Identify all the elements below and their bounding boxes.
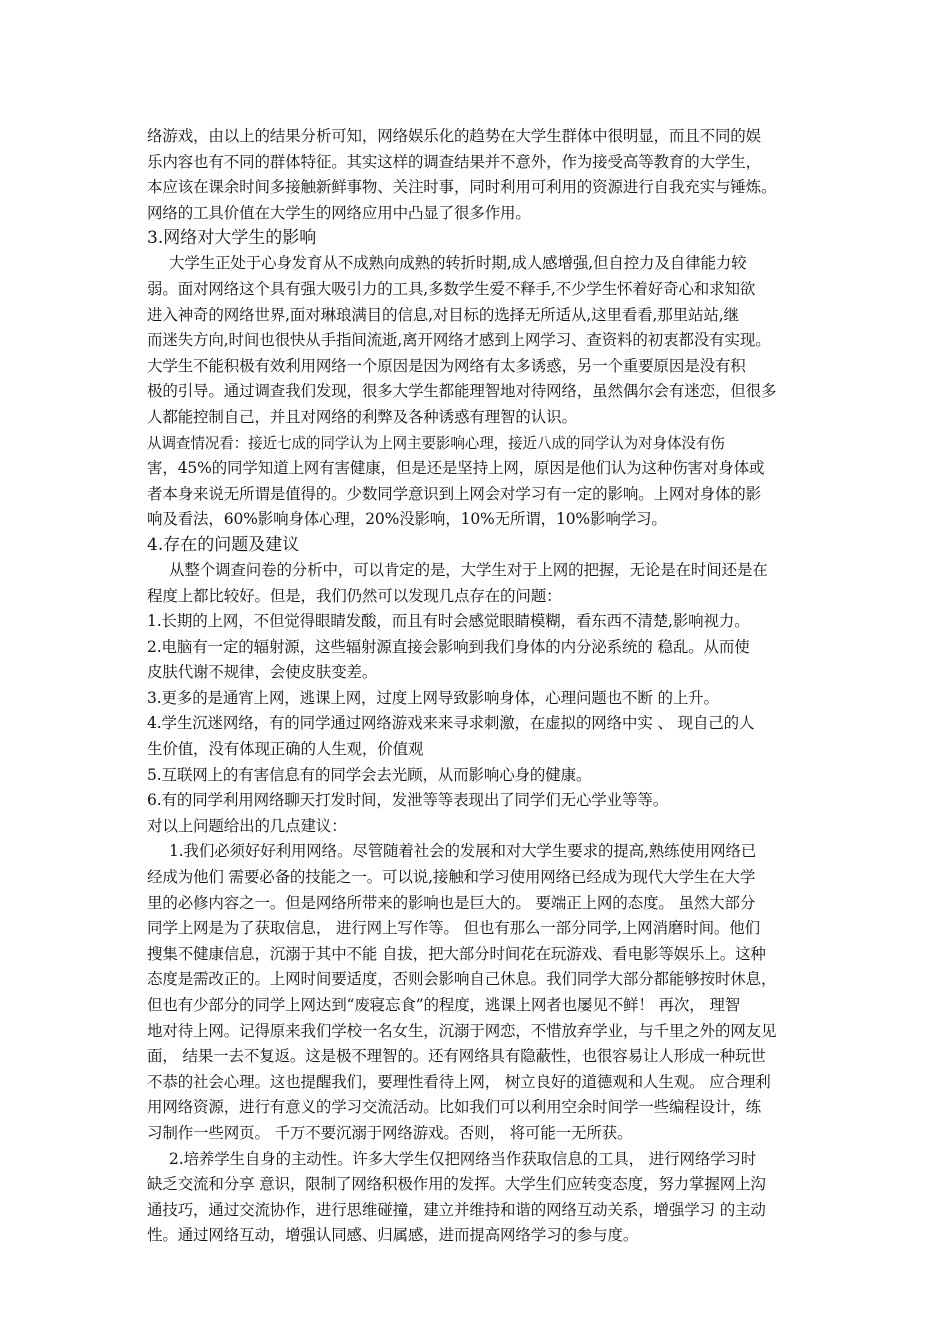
text-line: 弱。面对网络这个具有强大吸引力的工具,多数学生爱不释手,不少学生怀着好奇心和求知欲 — [147, 279, 756, 298]
text-line: 2.培养学生自身的主动性。许多大学生仅把网络当作获取信息的工具， 进行网络学习时 — [169, 1149, 757, 1168]
text-line: 同学上网是为了获取信息， 进行网上写作等。 但也有那么一部分同学,上网消磨时间。他们 — [147, 919, 760, 938]
paragraph — [147, 558, 827, 609]
paragraph — [147, 431, 827, 533]
paragraph — [147, 839, 827, 1146]
text-line: 从整个调查问卷的分析中，可以肯定的是，大学生对于上网的把握，无论是在时间还是在 — [169, 560, 768, 579]
text-line: 乐内容也有不同的群体特征。其实这样的调查结果并不意外，作为接受高等教育的大学生， — [147, 152, 762, 171]
paragraph — [147, 1147, 827, 1249]
text-line: 3.更多的是通宵上网，逃课上网，过度上网导致影响身体，心理问题也不断 的上升。 — [147, 688, 719, 707]
text-line: 大学生正处于心身发育从不成熟向成熟的转折时期,成人感增强,但自控力及自律能力较 — [169, 254, 747, 273]
text-line: 通技巧，通过交流协作，进行思维碰撞，建立并维持和谐的网络互动关系，增强学习 的主动 — [147, 1200, 766, 1219]
text-line: 网络的工具价值在大学生的网络应用中凸显了很多作用。 — [147, 203, 531, 222]
text-line: 习制作一些网页。 千万不要沉溺于网络游戏。否则， 将可能一无所获。 — [147, 1123, 633, 1142]
text-line: 2.电脑有一定的辐射源，这些辐射源直接会影响到我们身体的内分泌系统的 稳乱。从而使 — [147, 637, 750, 656]
text-line: 而迷失方向,时间也很快从手指间流逝,离开网络才感到上网学习、查资料的初衷都没有实现。 — [147, 331, 771, 350]
text-line: 皮肤代谢不规律，会使皮肤变差。 — [147, 663, 378, 682]
text-line: 从调查情况看：接近七成的同学认为上网主要影响心理，接近八成的同学认为对身体没有伤 — [147, 434, 725, 452]
text-line: 进入神奇的网络世界,面对琳琅满目的信息,对目标的选择无所适从,这里看看,那里站站,继 — [147, 305, 739, 324]
text-line: 程度上都比较好。但是，我们仍然可以发现几点存在的问题： — [147, 586, 562, 605]
text-line: 地对待上网。记得原来我们学校一名女生，沉溺于网恋，不惜放弃学业，与千里之外的网友见 — [147, 1021, 777, 1040]
document-body — [147, 124, 827, 1249]
text-line: 1.我们必须好好利用网络。尽管随着社会的发展和对大学生要求的提高,熟练使用网络已 — [169, 842, 757, 861]
text-line: 里的必修内容之一。但是网络所带来的影响也是巨大的。 要端正上网的态度。 虽然大部分 — [147, 893, 756, 912]
text-line: 害，45%的同学知道上网有害健康，但是还是坚持上网，原因是他们认为这种伤害对身体或 — [147, 459, 765, 478]
text-line: 6.有的同学利用网络聊天打发时间，发泄等等表现出了同学们无心学业等等。 — [147, 791, 669, 810]
text-line: 1.长期的上网，不但觉得眼睛发酸，而且有时会感觉眼睛模糊，看东西不清楚,影响视力。 — [147, 612, 750, 631]
text-line: 面， 结果一去不复返。这是极不理智的。还有网络具有隐蔽性，也很容易让人形成一种玩世 — [147, 1047, 766, 1066]
text-line: 态度是需改正的。上网时间要适度，否则会影响自己休息。我们同学大部分都能够按时休息， — [147, 970, 777, 989]
text-line: 对以上问题给出的几点建议： — [147, 816, 347, 835]
text-line: 人都能控制自己，并且对网络的利弊及各种诱惑有理智的认识。 — [147, 407, 577, 426]
text-line: 络游戏，由以上的结果分析可知，网络娱乐化的趋势在大学生群体中很明显，而且不同的娱 — [147, 127, 762, 145]
section-heading: 3.网络对大学生的影响 — [147, 228, 317, 249]
paragraph — [147, 251, 827, 430]
text-line: 缺乏交流和分享 意识，限制了网络积极作用的发挥。大学生们应转变态度，努力掌握网上沟 — [147, 1175, 766, 1194]
text-line: 本应该在课余时间多接触新鲜事物、关注时事，同时利用可利用的资源进行自我充实与锤炼。 — [147, 178, 777, 197]
text-line: 搜集不健康信息，沉溺于其中不能 自拔，把大部分时间花在玩游戏、看电影等娱乐上。这种 — [147, 944, 766, 963]
text-line: 响及看法，60%影响身体心理，20%没影响，10%无所谓，10%影响学习。 — [147, 510, 667, 529]
text-line: 4.学生沉迷网络，有的同学通过网络游戏来来寻求刺激，在虚拟的网络中实 、 现自己的人 — [147, 714, 755, 733]
text-line: 大学生不能积极有效利用网络一个原因是因为网络有太多诱惑，另一个重要原因是没有积 — [147, 356, 746, 375]
section-heading: 4.存在的问题及建议 — [147, 534, 300, 555]
text-line: 不恭的社会心理。这也提醒我们，要理性看待上网， 树立良好的道德观和人生观。 应合理利 — [147, 1072, 771, 1091]
paragraph — [147, 609, 827, 839]
text-line: 者本身来说无所谓是值得的。少数同学意识到上网会对学习有一定的影响。上网对身体的影 — [147, 484, 762, 503]
text-line: 但也有少部分的同学上网达到“废寝忘食”的程度，逃课上网者也屡见不鲜！ 再次， 理智 — [147, 996, 741, 1014]
text-line: 极的引导。通过调查我们发现，很多大学生都能理智地对待网络，虽然偶尔会有迷恋，但很多 — [147, 382, 777, 401]
paragraph — [147, 124, 827, 226]
text-line: 生价值，没有体现正确的人生观，价值观 — [147, 740, 424, 759]
text-line: 用网络资源，进行有意义的学习交流活动。比如我们可以利用空余时间学一些编程设计，练 — [147, 1098, 762, 1117]
text-line: 性。通过网络互动，增强认同感、归属感，进而提高网络学习的参与度。 — [147, 1226, 639, 1245]
text-line: 5.互联网上的有害信息有的同学会去光顾，从而影响心身的健康。 — [147, 765, 592, 784]
text-line: 经成为他们 需要必备的技能之一。可以说,接触和学习使用网络已经成为现代大学生在大学 — [147, 868, 756, 887]
